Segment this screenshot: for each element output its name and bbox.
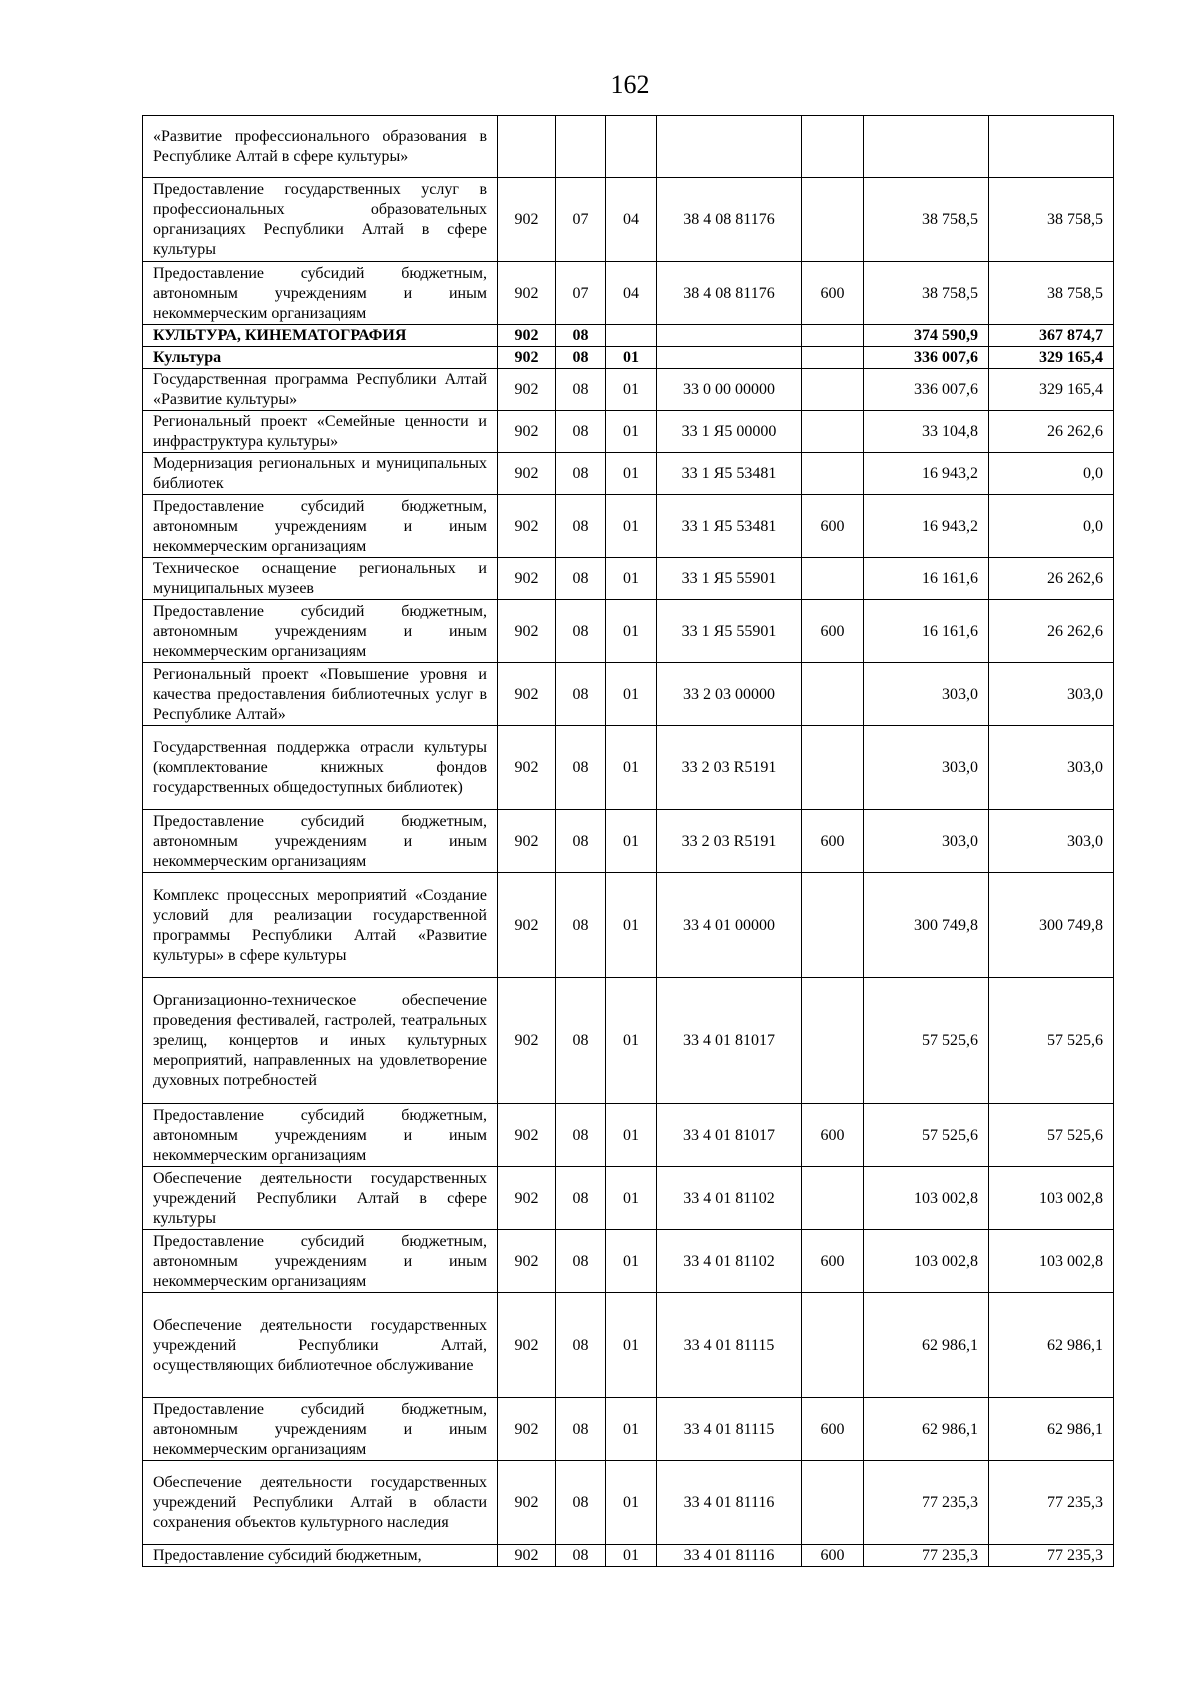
table-row xyxy=(143,810,1114,873)
amount-year2-cell: 77 235,3 xyxy=(989,1545,1114,1567)
target-article-cell: 33 4 01 81017 xyxy=(657,1104,802,1167)
section-code-cell: 08 xyxy=(556,1461,606,1545)
amount-year2-cell: 103 002,8 xyxy=(989,1167,1114,1230)
amount-year2-cell: 62 986,1 xyxy=(989,1293,1114,1398)
row-name-cell: Обеспечение деятельности государственных учреждений Республики Алтай, осуществляющих библиотечное обслуживание xyxy=(143,1293,498,1398)
row-name-cell: Модернизация региональных и муниципальных библиотек xyxy=(143,453,498,495)
section-code-cell: 08 xyxy=(556,1293,606,1398)
amount-year2-cell: 300 749,8 xyxy=(989,873,1114,978)
amount-year2-cell: 303,0 xyxy=(989,810,1114,873)
expense-type-cell xyxy=(802,726,864,810)
admin-code-cell: 902 xyxy=(498,873,556,978)
subsection-code-cell: 01 xyxy=(606,369,657,411)
admin-code-cell xyxy=(498,116,556,178)
amount-year2-cell: 62 986,1 xyxy=(989,1398,1114,1461)
amount-year2-cell: 26 262,6 xyxy=(989,558,1114,600)
expense-type-cell: 600 xyxy=(802,495,864,558)
admin-code-cell: 902 xyxy=(498,600,556,663)
section-code-cell: 08 xyxy=(556,1167,606,1230)
admin-code-cell: 902 xyxy=(498,558,556,600)
row-name-cell: Региональный проект «Семейные ценности и инфраструктура культуры» xyxy=(143,411,498,453)
row-name-cell: Предоставление субсидий бюджетным, автономным учреждениям и иным некоммерческим организациям xyxy=(143,1398,498,1461)
section-code-cell: 08 xyxy=(556,325,606,347)
admin-code-cell: 902 xyxy=(498,1230,556,1293)
page-number: 162 xyxy=(610,70,650,99)
row-name-cell: Предоставление субсидий бюджетным, автономным учреждениям и иным некоммерческим организациям xyxy=(143,262,498,325)
target-article-cell: 38 4 08 81176 xyxy=(657,262,802,325)
table-row xyxy=(143,1167,1114,1230)
subsection-code-cell: 01 xyxy=(606,1398,657,1461)
amount-year2-cell: 103 002,8 xyxy=(989,1230,1114,1293)
amount-year1-cell: 336 007,6 xyxy=(864,347,989,369)
amount-year2-cell: 329 165,4 xyxy=(989,369,1114,411)
amount-year1-cell: 103 002,8 xyxy=(864,1167,989,1230)
section-code-cell: 08 xyxy=(556,1398,606,1461)
amount-year1-cell: 33 104,8 xyxy=(864,411,989,453)
admin-code-cell: 902 xyxy=(498,369,556,411)
target-article-cell: 33 1 Я5 53481 xyxy=(657,453,802,495)
amount-year2-cell: 0,0 xyxy=(989,453,1114,495)
subsection-code-cell: 01 xyxy=(606,663,657,726)
admin-code-cell: 902 xyxy=(498,1293,556,1398)
subsection-code-cell: 01 xyxy=(606,1293,657,1398)
admin-code-cell: 902 xyxy=(498,663,556,726)
target-article-cell: 33 4 01 00000 xyxy=(657,873,802,978)
amount-year2-cell: 38 758,5 xyxy=(989,262,1114,325)
table-row xyxy=(143,369,1114,411)
subsection-code-cell: 04 xyxy=(606,178,657,262)
table-row xyxy=(143,663,1114,726)
row-name-cell: КУЛЬТУРА, КИНЕМАТОГРАФИЯ xyxy=(143,325,498,347)
admin-code-cell: 902 xyxy=(498,1398,556,1461)
amount-year2-cell: 57 525,6 xyxy=(989,978,1114,1104)
table-row xyxy=(143,1293,1114,1398)
amount-year1-cell: 103 002,8 xyxy=(864,1230,989,1293)
row-name-cell: Предоставление субсидий бюджетным, автономным учреждениям и иным некоммерческим организациям xyxy=(143,600,498,663)
table-row xyxy=(143,1104,1114,1167)
admin-code-cell: 902 xyxy=(498,1104,556,1167)
table-row xyxy=(143,116,1114,178)
target-article-cell: 33 4 01 81116 xyxy=(657,1461,802,1545)
amount-year2-cell: 38 758,5 xyxy=(989,178,1114,262)
section-code-cell: 08 xyxy=(556,347,606,369)
amount-year1-cell: 16 943,2 xyxy=(864,453,989,495)
expense-type-cell xyxy=(802,116,864,178)
target-article-cell: 33 4 01 81102 xyxy=(657,1167,802,1230)
subsection-code-cell: 01 xyxy=(606,600,657,663)
table-row xyxy=(143,1545,1114,1567)
table-body xyxy=(143,116,1114,1567)
amount-year1-cell: 77 235,3 xyxy=(864,1545,989,1567)
admin-code-cell: 902 xyxy=(498,810,556,873)
table-row xyxy=(143,262,1114,325)
amount-year1-cell xyxy=(864,116,989,178)
amount-year1-cell: 303,0 xyxy=(864,810,989,873)
amount-year1-cell: 336 007,6 xyxy=(864,369,989,411)
table-row xyxy=(143,978,1114,1104)
table-row xyxy=(143,495,1114,558)
section-code-cell: 08 xyxy=(556,810,606,873)
expense-type-cell: 600 xyxy=(802,810,864,873)
row-name-cell: Организационно-техническое обеспечение проведения фестивалей, гастролей, театральных зрелищ, концертов и иных культурных мероприятий, направленных на удовлетворение духовных потребностей xyxy=(143,978,498,1104)
table-row xyxy=(143,726,1114,810)
subsection-code-cell: 01 xyxy=(606,1230,657,1293)
expense-type-cell xyxy=(802,1293,864,1398)
row-name-cell: Государственная программа Республики Алтай «Развитие культуры» xyxy=(143,369,498,411)
section-code-cell: 08 xyxy=(556,1104,606,1167)
budget-table xyxy=(142,115,1114,1567)
admin-code-cell: 902 xyxy=(498,495,556,558)
target-article-cell: 33 1 Я5 55901 xyxy=(657,558,802,600)
admin-code-cell: 902 xyxy=(498,1167,556,1230)
admin-code-cell: 902 xyxy=(498,325,556,347)
target-article-cell: 33 4 01 81115 xyxy=(657,1398,802,1461)
amount-year1-cell: 16 161,6 xyxy=(864,600,989,663)
subsection-code-cell: 01 xyxy=(606,978,657,1104)
expense-type-cell: 600 xyxy=(802,1545,864,1567)
expense-type-cell: 600 xyxy=(802,1398,864,1461)
row-name-cell: Обеспечение деятельности государственных учреждений Республики Алтай в области сохранения объектов культурного наследия xyxy=(143,1461,498,1545)
amount-year2-cell: 329 165,4 xyxy=(989,347,1114,369)
section-code-cell: 08 xyxy=(556,1230,606,1293)
subsection-code-cell: 01 xyxy=(606,411,657,453)
amount-year2-cell: 303,0 xyxy=(989,663,1114,726)
target-article-cell: 33 1 Я5 53481 xyxy=(657,495,802,558)
subsection-code-cell: 01 xyxy=(606,495,657,558)
expense-type-cell: 600 xyxy=(802,262,864,325)
subsection-code-cell: 01 xyxy=(606,1104,657,1167)
expense-type-cell xyxy=(802,325,864,347)
expense-type-cell xyxy=(802,453,864,495)
expense-type-cell xyxy=(802,347,864,369)
amount-year2-cell: 26 262,6 xyxy=(989,411,1114,453)
row-name-cell: Комплекс процессных мероприятий «Создание условий для реализации государственной программы Республики Алтай «Развитие культуры» в сфере культуры xyxy=(143,873,498,978)
subsection-code-cell: 01 xyxy=(606,453,657,495)
expense-type-cell xyxy=(802,978,864,1104)
expense-type-cell xyxy=(802,558,864,600)
amount-year1-cell: 62 986,1 xyxy=(864,1398,989,1461)
table-row xyxy=(143,600,1114,663)
amount-year1-cell: 57 525,6 xyxy=(864,1104,989,1167)
row-name-cell: Обеспечение деятельности государственных учреждений Республики Алтай в сфере культуры xyxy=(143,1167,498,1230)
amount-year1-cell: 300 749,8 xyxy=(864,873,989,978)
section-code-cell: 08 xyxy=(556,663,606,726)
expense-type-cell xyxy=(802,1461,864,1545)
amount-year1-cell: 62 986,1 xyxy=(864,1293,989,1398)
expense-type-cell xyxy=(802,411,864,453)
section-code-cell: 08 xyxy=(556,558,606,600)
expense-type-cell: 600 xyxy=(802,1230,864,1293)
amount-year1-cell: 38 758,5 xyxy=(864,178,989,262)
table-row xyxy=(143,558,1114,600)
table-row xyxy=(143,178,1114,262)
table-row xyxy=(143,347,1114,369)
table-row xyxy=(143,1230,1114,1293)
target-article-cell: 33 4 01 81102 xyxy=(657,1230,802,1293)
row-name-cell: Предоставление субсидий бюджетным, автономным учреждениям и иным некоммерческим организациям xyxy=(143,1230,498,1293)
expense-type-cell xyxy=(802,1167,864,1230)
admin-code-cell: 902 xyxy=(498,453,556,495)
admin-code-cell: 902 xyxy=(498,1545,556,1567)
target-article-cell: 33 2 03 R5191 xyxy=(657,810,802,873)
row-name-cell: Предоставление субсидий бюджетным, автономным учреждениям и иным некоммерческим организациям xyxy=(143,495,498,558)
table-row xyxy=(143,1461,1114,1545)
row-name-cell: Предоставление государственных услуг в профессиональных образовательных организациях Республики Алтай в сфере культуры xyxy=(143,178,498,262)
expense-type-cell: 600 xyxy=(802,600,864,663)
row-name-cell: Предоставление субсидий бюджетным, автономным учреждениям и иным некоммерческим организациям xyxy=(143,810,498,873)
subsection-code-cell: 01 xyxy=(606,873,657,978)
amount-year2-cell: 303,0 xyxy=(989,726,1114,810)
admin-code-cell: 902 xyxy=(498,978,556,1104)
subsection-code-cell: 01 xyxy=(606,1461,657,1545)
section-code-cell: 08 xyxy=(556,873,606,978)
target-article-cell xyxy=(657,325,802,347)
expense-type-cell xyxy=(802,178,864,262)
subsection-code-cell: 01 xyxy=(606,1545,657,1567)
target-article-cell: 33 4 01 81115 xyxy=(657,1293,802,1398)
section-code-cell: 07 xyxy=(556,178,606,262)
table-row xyxy=(143,453,1114,495)
row-name-cell: Региональный проект «Повышение уровня и качества предоставления библиотечных услуг в Республике Алтай» xyxy=(143,663,498,726)
section-code-cell: 07 xyxy=(556,262,606,325)
section-code-cell: 08 xyxy=(556,495,606,558)
amount-year1-cell: 303,0 xyxy=(864,726,989,810)
row-name-cell: Культура xyxy=(143,347,498,369)
subsection-code-cell: 01 xyxy=(606,558,657,600)
section-code-cell: 08 xyxy=(556,600,606,663)
subsection-code-cell xyxy=(606,116,657,178)
table-row xyxy=(143,1398,1114,1461)
subsection-code-cell: 01 xyxy=(606,1167,657,1230)
row-name-cell: Государственная поддержка отрасли культуры (комплектование книжных фондов государственных общедоступных библиотек) xyxy=(143,726,498,810)
expense-type-cell xyxy=(802,663,864,726)
amount-year1-cell: 16 943,2 xyxy=(864,495,989,558)
section-code-cell: 08 xyxy=(556,726,606,810)
subsection-code-cell: 04 xyxy=(606,262,657,325)
amount-year1-cell: 77 235,3 xyxy=(864,1461,989,1545)
section-code-cell: 08 xyxy=(556,411,606,453)
subsection-code-cell: 01 xyxy=(606,810,657,873)
target-article-cell: 33 2 03 00000 xyxy=(657,663,802,726)
section-code-cell: 08 xyxy=(556,369,606,411)
row-name-cell: Техническое оснащение региональных и муниципальных музеев xyxy=(143,558,498,600)
admin-code-cell: 902 xyxy=(498,726,556,810)
target-article-cell: 33 2 03 R5191 xyxy=(657,726,802,810)
amount-year1-cell: 57 525,6 xyxy=(864,978,989,1104)
subsection-code-cell: 01 xyxy=(606,347,657,369)
subsection-code-cell xyxy=(606,325,657,347)
subsection-code-cell: 01 xyxy=(606,726,657,810)
table-row xyxy=(143,411,1114,453)
target-article-cell: 33 1 Я5 00000 xyxy=(657,411,802,453)
amount-year2-cell: 367 874,7 xyxy=(989,325,1114,347)
amount-year2-cell xyxy=(989,116,1114,178)
section-code-cell: 08 xyxy=(556,978,606,1104)
amount-year2-cell: 77 235,3 xyxy=(989,1461,1114,1545)
admin-code-cell: 902 xyxy=(498,411,556,453)
expense-type-cell xyxy=(802,369,864,411)
admin-code-cell: 902 xyxy=(498,1461,556,1545)
amount-year2-cell: 57 525,6 xyxy=(989,1104,1114,1167)
row-name-cell: Предоставление субсидий бюджетным, автономным учреждениям и иным некоммерческим организациям xyxy=(143,1104,498,1167)
target-article-cell xyxy=(657,347,802,369)
amount-year1-cell: 38 758,5 xyxy=(864,262,989,325)
admin-code-cell: 902 xyxy=(498,178,556,262)
amount-year2-cell: 26 262,6 xyxy=(989,600,1114,663)
admin-code-cell: 902 xyxy=(498,347,556,369)
row-name-cell: Предоставление субсидий бюджетным, xyxy=(143,1545,498,1567)
target-article-cell: 33 1 Я5 55901 xyxy=(657,600,802,663)
section-code-cell: 08 xyxy=(556,1545,606,1567)
admin-code-cell: 902 xyxy=(498,262,556,325)
table-row xyxy=(143,325,1114,347)
row-name-cell: «Развитие профессионального образования в Республике Алтай в сфере культуры» xyxy=(143,116,498,178)
expense-type-cell: 600 xyxy=(802,1104,864,1167)
target-article-cell: 33 4 01 81116 xyxy=(657,1545,802,1567)
section-code-cell: 08 xyxy=(556,453,606,495)
amount-year1-cell: 16 161,6 xyxy=(864,558,989,600)
amount-year1-cell: 374 590,9 xyxy=(864,325,989,347)
amount-year2-cell: 0,0 xyxy=(989,495,1114,558)
expense-type-cell xyxy=(802,873,864,978)
target-article-cell: 33 4 01 81017 xyxy=(657,978,802,1104)
section-code-cell xyxy=(556,116,606,178)
target-article-cell: 33 0 00 00000 xyxy=(657,369,802,411)
amount-year1-cell: 303,0 xyxy=(864,663,989,726)
target-article-cell xyxy=(657,116,802,178)
table-row xyxy=(143,873,1114,978)
target-article-cell: 38 4 08 81176 xyxy=(657,178,802,262)
